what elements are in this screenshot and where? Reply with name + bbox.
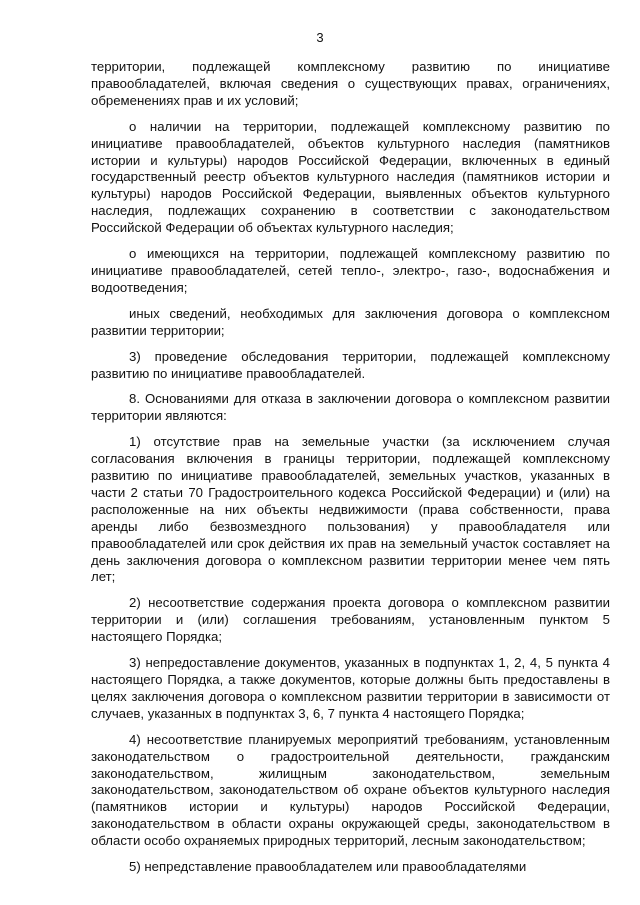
page-number: 3 [316,30,324,45]
document-body [91,59,610,876]
paragraph-refusal-ground-3: 3) непредоставление документов, указанных в подпунктах 1, 2, 4, 5 пункта 4 настоящего Порядка, а также документов, которые должны быть предоставлены в целях заключения договора о комплексном развитии территории в зависимости от случаев, указанных в подпунктах 3, 6, 7 пункта 4 настоящего Порядка; [91,655,610,721]
paragraph-refusal-ground-5: 5) непредставление правообладателем или правообладателями [129,859,527,875]
paragraph-refusal-ground-4: 4) несоответствие планируемых мероприятий требованиям, установленным законодательством о градостроительной деятельности, гражданским законодательством, жилищным законодательством, земельным законодательством, законодательством об охране объектов культурного наследия (памятников истории и культуры) народов Российской Федерации, законодательством в области охраны окружающей среды, законодательством в области особо охраняемых природных территорий, лесным законодательством; [91,731,610,849]
paragraph-section-8-heading: 8. Основаниями для отказа в заключении договора о комплексном развитии территории являются: [91,391,610,424]
paragraph-cultural-heritage-objects: о наличии на территории, подлежащей комплексному развитию по инициативе правообладателей, объектов культурного наследия (памятников истории и культуры) народов Российской Федерации, включенных в единый государственный реестр объектов культурного наследия (памятников истории и культуры) народов Российской Федерации, выявленных объектов культурного наследия, подлежащих сохранению в соответствии с законодательством Российской Федерации об объектах культурного наследия; [91,118,610,236]
paragraph-continuation: территории, подлежащей комплексному развитию по инициативе правообладателей, включая сведения о существующих правах, ограничениях, обременениях прав и их условий; [91,59,610,108]
paragraph-utility-networks: о имеющихся на территории, подлежащей комплексному развитию по инициативе правообладателей, сетей тепло-, электро-, газо-, водоснабжения и водоотведения; [91,246,610,295]
paragraph-other-information: иных сведений, необходимых для заключения договора о комплексном развитии территории; [91,305,610,338]
paragraph-refusal-ground-2: 2) несоответствие содержания проекта договора о комплексном развитии территории и (или) соглашения требованиям, установленным пунктом 5 настоящего Порядка; [91,595,610,645]
paragraph-refusal-ground-1: 1) отсутствие прав на земельные участки (за исключением случая согласования включения в границы территории, подлежащей комплексному развитию по инициативе правообладателей, земельных участков, указанных в части 2 статьи 70 Градостроительного кодекса Российской Федерации) и (или) на расположенные на них объекты недвижимости (права собственности, права аренды либо безвозмездного пользования) у правообладателя или правообладателей или срок действия их прав на земельный участок составляет на день заключения договора о комплексном развитии территории менее чем пять лет; [91,434,610,585]
paragraph-item-3-survey: 3) проведение обследования территории, подлежащей комплексному развитию по инициативе правообладателей. [91,348,610,381]
